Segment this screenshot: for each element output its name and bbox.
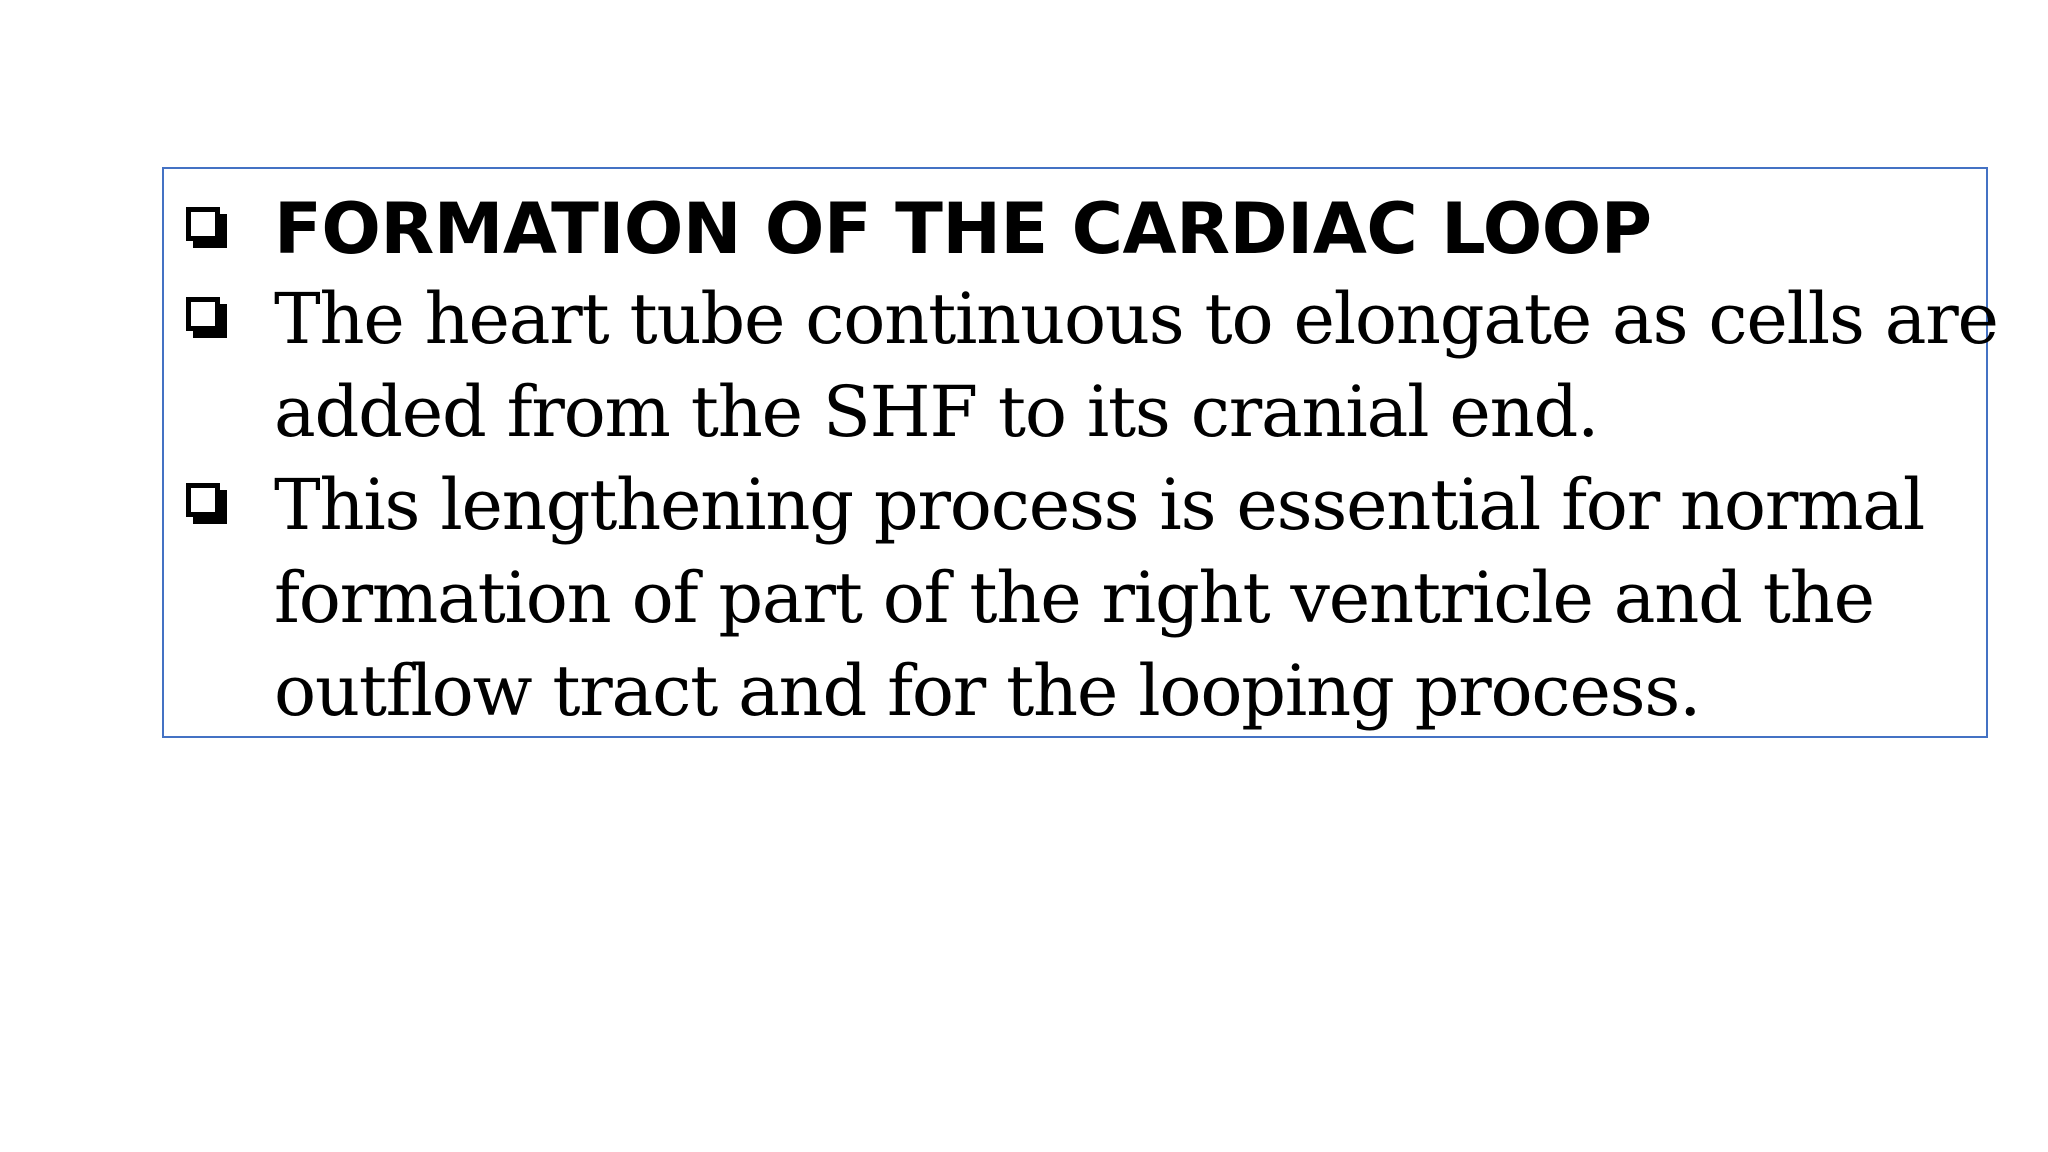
content-text-box	[162, 167, 1998, 738]
bullet-list	[182, 185, 1998, 738]
text-line: outflow tract and for the looping process.	[274, 650, 1701, 732]
square-bullet-icon	[186, 297, 232, 343]
text-line: added from the SHF to its cranial end.	[274, 371, 1599, 453]
square-bullet-icon	[186, 483, 232, 529]
slide-heading: FORMATION OF THE CARDIAC LOOP	[274, 188, 1652, 270]
text-line: The heart tube continuous to elongate as cells are	[274, 278, 1998, 360]
bullet-text	[274, 459, 1976, 738]
text-line: This lengthening process is essential for normal	[274, 464, 1925, 546]
bullet-item-heading	[182, 185, 1976, 273]
bullet-text	[274, 273, 1998, 459]
bullet-item-1	[182, 273, 1998, 459]
square-bullet-icon	[186, 207, 232, 253]
text-line: formation of part of the right ventricle and the	[274, 557, 1874, 639]
bullet-item-2	[182, 459, 1976, 738]
